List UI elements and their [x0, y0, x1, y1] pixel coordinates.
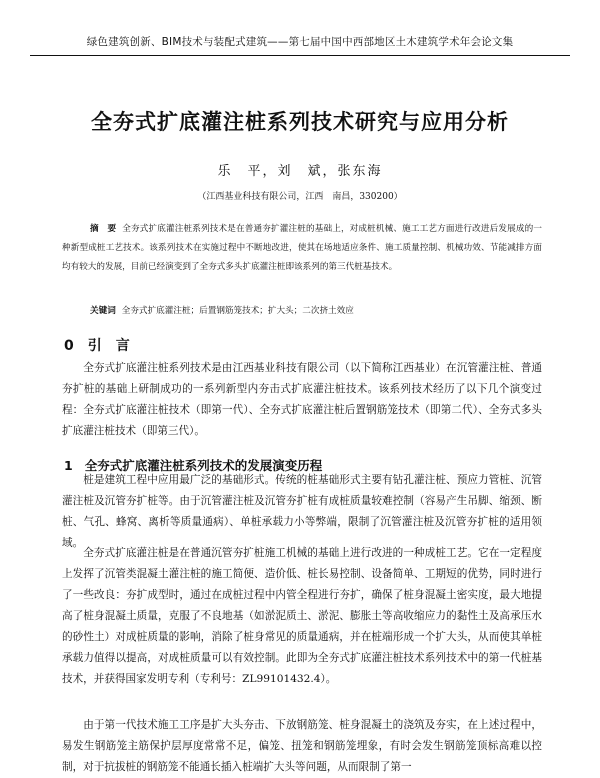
abstract-text: 全夯式扩底灌注桩系列技术是在普通夯扩灌注桩的基础上，对成桩机械、施工工艺方面进行改进后发展成的一种新型成桩工艺技术。该系列技术在实施过程中不断地改进，使其在场地适应条件、施工质量控制、机械功效、节能减排方面均有较大的发展，目前已经演变到了全夯式多头扩底灌注桩即该系列的第三代桩基技术。: [62, 224, 542, 272]
running-header: 绿色建筑创新、BIM技术与装配式建筑——第七届中国中西部地区土木建筑学术年会论文集: [30, 34, 570, 56]
section-heading-introduction: [64, 335, 130, 355]
keywords-label: 关键词: [90, 306, 116, 316]
affiliation: （江西基业科技有限公司，江西 南昌，330200）: [197, 192, 403, 202]
body-paragraph: 桩是建筑工程中应用最广泛的基础形式。传统的桩基础形式主要有钻孔灌注桩、预应力管桩、沉管灌注桩及沉管夯扩桩等。由于沉管灌注桩及沉管夯扩桩有成桩质量较难控制（容易产生吊脚、缩颈、断桩、气孔、蜂窝、离析等质量通病）、单桩承载力小等弊端，限制了沉管灌注桩及沉管夯扩桩的适用领域。: [62, 474, 542, 549]
paper-title: 全夯式扩底灌注桩系列技术研究与应用分析: [91, 110, 509, 134]
body-paragraph: 全夯式扩底灌注桩是在普通沉管夯扩桩施工机械的基础上进行改进的一种成桩工艺。它在一定程度上发挥了沉管类混凝土灌注桩的施工简便、造价低、桩长易控制、设备简单、工期短的优势，同时进行了一些改良：夯扩成型时，通过在成桩过程中内管全程进行夯扩，确保了桩身混凝土密实度，最大地提高了桩身混凝土质量，克服了不良地基（如淤泥质土、淤泥、膨胀土等高收缩应力的黏性土及高承压水的砂性土）对成桩质量的影响，消除了桩身常见的质量通病，并在桩端形成一个扩大头，从而使其单桩承载力值得以提高，对成桩质量可以有效控制。此即为全夯式扩底灌注桩技术系列技术中的第一代桩基技术，并获得国家发明专利（专利号：ZL99101432.4）。: [62, 547, 542, 685]
section-title: 全夯式扩底灌注桩系列技术的发展演变历程: [84, 458, 323, 473]
section-number: 0: [64, 338, 74, 354]
abstract-label: 摘 要: [90, 224, 117, 234]
keywords-text: 全夯式扩底灌注桩；后置钢筋笼技术；扩大头；二次挤土效应: [121, 306, 354, 316]
abstract: [62, 220, 542, 277]
authors: 乐 平，刘 斌，张东海: [217, 164, 383, 179]
keywords: [62, 302, 542, 321]
body-paragraph: 由于第一代技术施工工序是扩大头夯击、下放钢筋笼、桩身混凝土的浇筑及夯实，在上述过程中，易发生钢筋笼主筋保护层厚度常常不足，偏笼、扭笼和钢筋笼埋象，有时会发生钢筋笼顶标高难以控制，对于抗拔桩的钢筋笼不能通长插入桩端扩大头等问题，从而限制了第一: [62, 719, 542, 773]
section-title: 引 言: [87, 338, 130, 354]
section-number: 1: [64, 458, 73, 473]
body-paragraph: 全夯式扩底灌注桩系列技术是由江西基业科技有限公司（以下简称江西基业）在沉管灌注桩、普通夯扩桩的基础上研制成功的一系列新型内夯击式扩底灌注桩技术。该系列技术经历了以下几个演变过程：全夯式扩底灌注桩技术（即第一代）、全夯式扩底灌注桩后置钢筋笼技术（即第二代）、全夯式多头扩底灌注桩技术（即第三代）。: [62, 362, 542, 437]
